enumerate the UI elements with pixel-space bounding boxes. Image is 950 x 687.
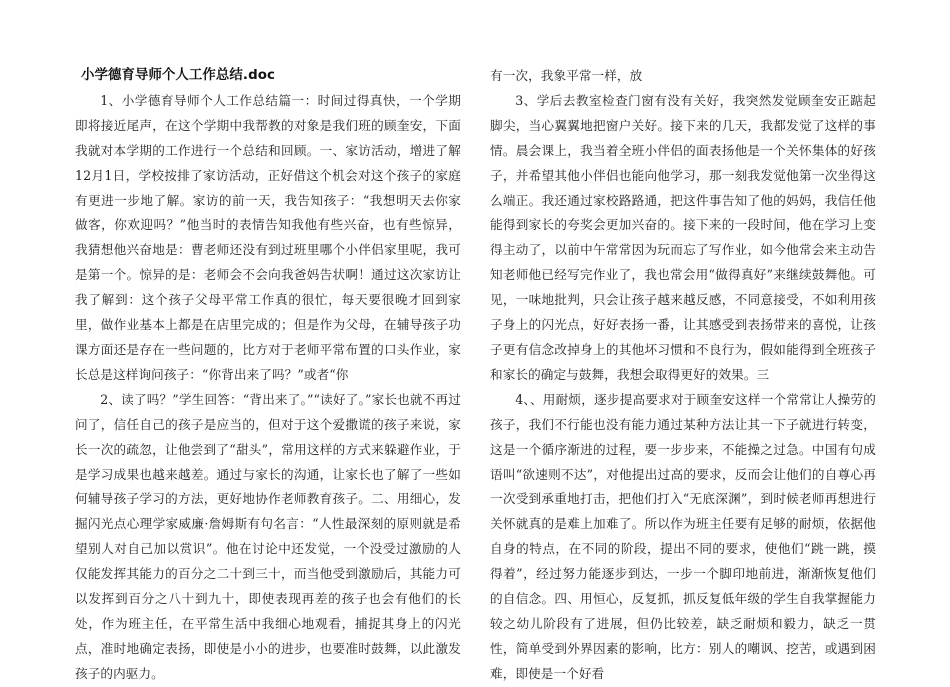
paragraph-3: 3、学后去教室检查门窗有没有关好，我突然发觉顾奎安正踮起脚尖，当心翼翼地把窗户关好。接下来的几天，我都发觉了这样的事情。晨会课上，我当着全班小伴侣的面表扬他是一个关怀集体的好孩子，并希望其他小伴侣也能向他学习，那一刻我发觉他第一次坐得这么端正。我还通过家校路路通，把这件事告知了他的妈妈，我信任他能得到家长的夸奖会更加兴奋的。接下来的一段时间，他在学习上变得主动了，以前中午常常因为玩而忘了写作业，如今他常会来主动告知老师他已经写完作业了，我也常会用“做得真好”来继续鼓舞他。可见，一味地批判，只会让孩子越来越反感，不同意接受，不如利用孩子身上的闪光点，好好表扬一番，让其感受到表扬带来的喜悦，让孩子更有信念改掉身上的其他坏习惯和不良行为，假如能得到全班孩子和家长的确定与鼓舞，我想会取得更好的效果。三 <box>490 92 876 382</box>
document-title: 小学德育导师个人工作总结.doc <box>81 68 276 83</box>
paragraph-continuation: 有一次，我象平常一样，放 <box>490 68 643 83</box>
paragraph-2: 2、读了吗？”学生回答：“背出来了。”“读好了。”家长也就不再过问了，信任自己的孩子是应当的，但对于这个爱撒谎的孩子来说，家长一次的疏忽，让他尝到了“甜头”，常用这样的方式来躲避作业，于是学习成果也越来越差。通过与家长的沟通，让家长也了解了一些如何辅导孩子学习的方法，更好地协作老师教育孩子。二、用细心，发掘闪光点心理学家威廉·詹姆斯有句名言：“人性最深刻的原则就是希望别人对自己加以赏识”。他在讨论中还发觉，一个没受过激励的人仅能发挥其能力的百分之二十到三十，而当他受到激励后，其能力可以发挥到百分之八十到九十，即使表现再差的孩子也会有他们的长处，作为班主任，在平常生活中我细心地观看，捕捉其身上的闪光点，准时地确定表扬，即使是小小的进步，也要准时鼓舞，以此激发孩子的内驱力。 <box>75 391 461 681</box>
paragraph-1: 1、小学德育导师个人工作总结篇一：时间过得真快，一个学期即将接近尾声，在这个学期中我帮教的对象是我们班的顾奎安，下面我就对本学期的工作进行一个总结和回顾。一、家访活动，增进了解12月1日，学校按排了家访活动，正好借这个机会对这个孩子的家庭有更进一步地了解。家访的前一天，我告知孩子：“我想明天去你家做客，你欢迎吗？”他当时的表情告知我他有些兴奋，也有些惊异，我猜想他兴奋地是：曹老师还没有到过班里哪个小伴侣家里呢，我可是第一个。惊异的是：老师会不会向我爸妈告状啊！通过这次家访让我了解到：这个孩子父母平常工作真的很忙，每天要很晚才回到家里，做作业基本上都是在店里完成的；但是作为父母，在辅导孩子功课方面还是存在一些问题的，比方对于老师平常布置的口头作业，家长总是这样询问孩子：“你背出来了吗？”或者“你 <box>75 92 461 382</box>
left-column <box>75 64 461 687</box>
right-column <box>490 64 876 687</box>
paragraph-4: 4、、用耐烦，逐步提高要求对于顾奎安这样一个常常让人操劳的孩子，我们不行能也没有能力通过某种方法让其一下子就进行转变，这是一个循序渐进的过程，要一步步来，不能操之过急。中国有句成语叫“欲速则不达”，对他提出过高的要求，反而会让他们的自尊心再一次受到承重地打击，把他们打入“无底深渊”，到时候老师再想进行关怀就真的是难上加难了。所以作为班主任要有足够的耐烦，依据他自身的特点，在不同的阶段，提出不同的要求，使他们“跳一跳，摸得着”，经过努力能逐步到达，一步一个脚印地前进，渐渐恢复他们的自信念。四、用恒心，反复抓，抓反复低年级的学生自我掌握能力较之幼儿阶段有了进展，但仍比较差，缺乏耐烦和毅力，缺乏一贯性，简单受到外界因素的影响，比方：别人的嘲讽、挖苦，或遇到困难，即使是一个好看 <box>490 391 876 681</box>
